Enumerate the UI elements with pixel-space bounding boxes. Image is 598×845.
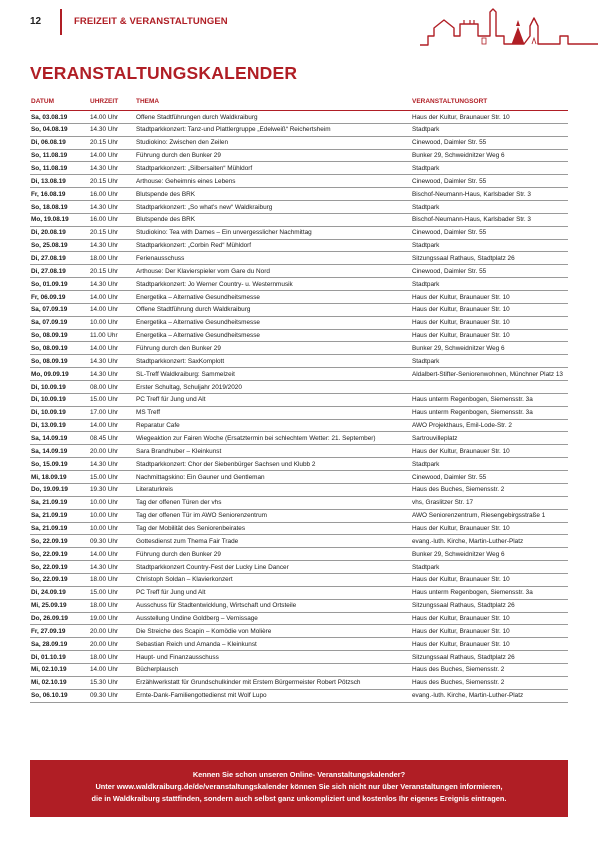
event-place: Haus der Kultur, Braunauer Str. 10 [412,293,510,301]
event-topic: Ausschuss für Stadtentwicklung, Wirtschaft und Ortsteile [136,602,297,610]
event-date: Di, 10.09.19 [31,409,66,417]
event-date: So, 04.08.19 [31,126,68,134]
event-date: So, 11.08.19 [31,152,68,160]
event-date: Mi, 25.09.19 [31,602,67,610]
event-place: Cinewood, Daimler Str. 55 [412,177,487,185]
event-time: 20.00 Uhr [90,447,119,455]
event-topic: Wiegeaktion zur Fairen Woche (Ersatztermin bei schlechtem Wetter: 21. September) [136,434,376,442]
event-date: So, 22.09.19 [31,537,68,545]
event-time: 19.30 Uhr [90,486,119,494]
event-place: Haus der Kultur, Braunauer Str. 10 [412,615,510,623]
column-header-date: DATUM [31,98,54,105]
table-row [30,510,568,523]
event-time: 20.15 Uhr [90,267,119,275]
event-place: Stadtpark [412,164,440,172]
event-topic: Erzählwerkstatt für Grundschulkinder mit Erstem Bürgermeister Robert Pötzsch [136,679,361,687]
event-time: 14.00 Uhr [90,422,119,430]
event-time: 20.00 Uhr [90,640,119,648]
event-topic: Stadtparkkonzert: SaxKomplott [136,357,225,365]
event-date: Di, 06.08.19 [31,139,66,147]
event-place: Haus unterm Regenbogen, Siemensstr. 3a [412,396,533,404]
event-date: Mo, 19.08.19 [31,216,69,224]
event-topic: Die Streiche des Scapin – Komödie von Molière [136,627,272,635]
event-time: 14.30 Uhr [90,460,119,468]
event-time: 14.30 Uhr [90,164,119,172]
table-row [30,638,568,651]
event-place: Haus der Kultur, Braunauer Str. 10 [412,447,510,455]
table-row [30,587,568,600]
event-topic: Tag der Mobilität des Seniorenbeirates [136,525,246,532]
event-date: Sa, 21.09.19 [31,525,68,532]
table-row [30,690,568,703]
event-time: 10.00 Uhr [90,512,119,520]
table-row [30,265,568,278]
event-time: 18.00 Uhr [90,254,119,262]
event-place: AWO Seniorenzentrum, Riesengebirgsstraße 1 [412,512,546,520]
event-time: 19.00 Uhr [90,615,119,623]
table-row [30,214,568,227]
event-time: 14.30 Uhr [90,203,119,211]
event-topic: Blutspende des BRK [136,190,195,198]
event-date: Di, 27.08.19 [31,254,66,262]
event-place: Haus der Kultur, Braunauer Str. 10 [412,640,510,648]
table-row [30,420,568,433]
page-number: 12 [30,16,42,27]
event-time: 08.45 Uhr [90,434,119,442]
event-topic: Führung durch den Bunker 29 [136,550,221,558]
event-date: Mi, 02.10.19 [31,666,67,674]
table-body [30,111,568,703]
event-time: 14.30 Uhr [90,563,119,571]
table-row [30,523,568,536]
event-topic: Christoph Soldan – Klavierkonzert [136,576,233,584]
event-topic: Offene Stadtführungen durch Waldkraiburg [136,113,258,121]
event-time: 20.15 Uhr [90,229,119,237]
table-row [30,368,568,381]
event-place: Haus unterm Regenbogen, Siemensstr. 3a [412,409,533,417]
event-time: 14.30 Uhr [90,126,119,134]
table-row [30,304,568,317]
event-topic: Tag der offenen Türen der vhs [136,499,222,507]
table-row [30,111,568,124]
event-place: Haus des Buches, Siemensstr. 2 [412,486,505,494]
event-date: Sa, 21.09.19 [31,512,68,520]
table-row [30,162,568,175]
table-row [30,278,568,291]
event-time: 14.00 Uhr [90,550,119,558]
event-topic: Stadtparkkonzert: „So what's new“ Waldkraiburg [136,203,273,211]
event-topic: Tag der offenen Tür im AWO Seniorenzentrum [136,512,267,520]
event-topic: Ferienausschuss [136,254,185,262]
event-time: 20.15 Uhr [90,139,119,147]
event-place: Stadtpark [412,280,440,288]
event-topic: Ausstellung Undine Goldberg – Vernissage [136,615,258,623]
city-skyline-icon [420,8,598,48]
event-topic: Arthouse: Geheimnis eines Lebens [136,177,236,185]
event-topic: MS Treff [136,409,161,417]
event-date: Do, 19.09.19 [31,486,68,494]
event-place: Haus der Kultur, Braunauer Str. 10 [412,319,510,327]
event-place: Sitzungssaal Rathaus, Stadtplatz 26 [412,653,515,661]
event-topic: Nachmittagskino: Ein Gauner und Gentleman [136,473,265,481]
event-topic: Stadtparkkonzert: Chor der Siebenbürger Sachsen und Klubb 2 [136,460,316,468]
table-row [30,124,568,137]
page-title: VERANSTALTUNGSKALENDER [30,63,298,83]
table-row [30,625,568,638]
table-row [30,535,568,548]
table-row [30,342,568,355]
event-time: 14.00 Uhr [90,306,119,314]
event-topic: Führung durch den Bunker 29 [136,344,221,352]
event-place: Stadtpark [412,357,440,365]
event-date: So, 06.10.19 [31,692,68,700]
event-time: 16.00 Uhr [90,190,119,198]
event-date: Mo, 09.09.19 [31,370,69,378]
event-topic: Studiokino: Tea with Dames – Ein unvergesslicher Nachmittag [136,229,312,237]
event-topic: Literaturkreis [136,486,173,494]
event-time: 14.00 Uhr [90,152,119,160]
table-row [30,355,568,368]
table-row [30,150,568,163]
event-time: 14.00 Uhr [90,344,119,352]
header-divider [60,9,62,35]
table-row [30,188,568,201]
table-row [30,471,568,484]
event-date: So, 18.08.19 [31,203,68,211]
event-date: Sa, 07.09.19 [31,319,68,327]
event-date: So, 22.09.19 [31,576,68,584]
event-topic: Offene Stadtführung durch Waldkraiburg [136,306,251,314]
table-row [30,458,568,471]
event-topic: Haupt- und Finanzausschuss [136,653,219,661]
event-date: Di, 13.09.19 [31,422,66,430]
event-place: Bunker 29, Schweidnitzer Weg 6 [412,550,505,558]
event-place: Haus der Kultur, Braunauer Str. 10 [412,306,510,314]
event-topic: PC Treff für Jung und Alt [136,589,206,597]
event-place: Stadtpark [412,460,440,468]
table-row [30,394,568,407]
event-date: Fr, 27.09.19 [31,627,66,635]
event-topic: Sebastian Reich und Amanda – Kleinkunst [136,640,257,648]
table-row [30,201,568,214]
event-topic: Energetika – Alternative Gesundheitsmesse [136,319,260,327]
event-date: So, 08.09.19 [31,344,68,352]
event-date: Fr, 16.08.19 [31,190,66,198]
banner-line-2: Unter www.waldkraiburg.de/de/veranstaltungskalender können Sie sich nicht nur über Veranstaltungen informieren, [95,782,503,791]
event-date: Di, 10.09.19 [31,383,66,391]
table-row [30,240,568,253]
event-time: 18.00 Uhr [90,653,119,661]
event-place: Haus der Kultur, Braunauer Str. 10 [412,113,510,121]
event-time: 15.00 Uhr [90,589,119,597]
event-date: Sa, 14.09.19 [31,434,68,442]
event-date: Sa, 28.09.19 [31,640,68,648]
table-row [30,137,568,150]
event-place: Aldalbert-Stifter-Seniorenwohnen, Münchner Platz 13 [412,370,563,378]
table-row [30,381,568,394]
event-place: Cinewood, Daimler Str. 55 [412,267,487,275]
event-place: Haus des Buches, Siemensstr. 2 [412,679,505,687]
event-place: Bischof-Neumann-Haus, Karlsbader Str. 3 [412,190,531,198]
event-date: Di, 13.08.19 [31,177,66,185]
event-date: Mi, 18.09.19 [31,473,67,481]
table-header [30,98,568,111]
event-time: 15.00 Uhr [90,473,119,481]
event-time: 10.00 Uhr [90,499,119,507]
event-place: evang.-luth. Kirche, Martin-Luther-Platz [412,537,524,545]
event-topic: Arthouse: Der Klavierspieler vom Gare du Nord [136,267,270,275]
event-topic: SL-Treff Waldkraiburg: Sammelzeit [136,370,235,378]
table-row [30,497,568,510]
event-topic: Stadtparkkonzert Country-Fest der Lucky Line Dancer [136,563,289,571]
table-row [30,291,568,304]
online-calendar-banner [30,760,568,817]
table-row [30,175,568,188]
event-date: So, 11.08.19 [31,164,68,172]
event-place: Stadtpark [412,126,440,134]
table-row [30,651,568,664]
event-date: So, 25.08.19 [31,242,68,250]
table-row [30,484,568,497]
event-date: Sa, 14.09.19 [31,447,68,455]
event-topic: PC Treff für Jung und Alt [136,396,206,404]
event-time: 15.00 Uhr [90,396,119,404]
event-date: Fr, 06.09.19 [31,293,66,301]
event-time: 14.00 Uhr [90,666,119,674]
event-date: So, 01.09.19 [31,280,68,288]
event-calendar-table [30,98,568,703]
event-time: 17.00 Uhr [90,409,119,417]
event-place: Bunker 29, Schweidnitzer Weg 6 [412,344,505,352]
event-date: Sa, 21.09.19 [31,499,68,507]
banner-line-3: die in Waldkraiburg stattfinden, sondern auch selbst ganz unkompliziert und kostenlos Ihr eigenes Ereignis eintragen. [91,794,507,803]
table-row [30,252,568,265]
section-title: FREIZEIT & VERANSTALTUNGEN [74,16,228,27]
table-row [30,600,568,613]
event-topic: Blutspende des BRK [136,216,195,224]
table-row [30,574,568,587]
event-topic: Erster Schultag, Schuljahr 2019/2020 [136,383,242,391]
event-place: Haus der Kultur, Braunauer Str. 10 [412,627,510,635]
event-date: Sa, 07.09.19 [31,306,68,314]
event-place: Stadtpark [412,203,440,211]
event-place: Bischof-Neumann-Haus, Karlsbader Str. 3 [412,216,531,224]
event-topic: Führung durch den Bunker 29 [136,152,221,160]
event-topic: Bücherplausch [136,666,179,674]
event-time: 10.00 Uhr [90,525,119,532]
event-topic: Stadtparkkonzert: Tanz-und Plattlergruppe „Edelweiß“ Reichertsheim [136,126,331,134]
event-topic: Energetika – Alternative Gesundheitsmesse [136,293,260,301]
event-place: Bunker 29, Schweidnitzer Weg 6 [412,152,505,160]
event-time: 09.30 Uhr [90,537,119,545]
event-place: vhs, Graslitzer Str. 17 [412,499,474,507]
event-time: 14.30 Uhr [90,357,119,365]
table-row [30,664,568,677]
event-topic: Stadtparkkonzert: Jo Werner Country- u. Westernmusik [136,280,293,288]
event-topic: Studiokino: Zwischen den Zeilen [136,139,229,147]
event-topic: Stadtparkkonzert: „Corbin Red“ Mühldorf [136,242,252,250]
event-place: AWO Projekthaus, Emil-Lode-Str. 2 [412,422,512,430]
table-row [30,445,568,458]
event-time: 18.00 Uhr [90,602,119,610]
event-time: 14.00 Uhr [90,113,119,121]
event-topic: Reparatur Cafe [136,422,180,430]
event-time: 18.00 Uhr [90,576,119,584]
event-date: So, 22.09.19 [31,550,68,558]
table-row [30,432,568,445]
event-date: So, 22.09.19 [31,563,68,571]
table-row [30,317,568,330]
event-time: 20.00 Uhr [90,627,119,635]
event-time: 14.30 Uhr [90,242,119,250]
column-header-place: VERANSTALTUNGSORT [412,98,488,105]
event-time: 16.00 Uhr [90,216,119,224]
event-date: Do, 26.09.19 [31,615,68,623]
event-time: 14.00 Uhr [90,293,119,301]
table-row [30,330,568,343]
event-date: So, 08.09.19 [31,357,68,365]
event-place: Stadtpark [412,563,440,571]
event-place: Haus unterm Regenbogen, Siemensstr. 3a [412,589,533,597]
event-place: evang.-luth. Kirche, Martin-Luther-Platz [412,692,524,700]
event-date: Di, 20.08.19 [31,229,66,237]
event-time: 11.00 Uhr [90,332,118,340]
event-topic: Sara Brandhuber – Kleinkunst [136,447,222,455]
event-time: 14.30 Uhr [90,370,119,378]
event-date: Mi, 02.10.19 [31,679,67,687]
table-row [30,407,568,420]
column-header-time: UHRZEIT [90,98,119,105]
event-date: Di, 24.09.19 [31,589,66,597]
column-header-topic: THEMA [136,98,160,105]
event-place: Haus der Kultur, Braunauer Str. 10 [412,525,510,532]
event-topic: Ernte-Dank-Familiengottedienst mit Wolf Lupo [136,692,267,700]
event-place: Haus der Kultur, Braunauer Str. 10 [412,332,510,340]
table-row [30,561,568,574]
event-time: 14.30 Uhr [90,280,119,288]
event-place: Sartrouvilleplatz [412,434,458,442]
page-header [0,0,598,44]
event-date: Di, 01.10.19 [31,653,66,661]
table-row [30,613,568,626]
event-place: Cinewood, Daimler Str. 55 [412,139,487,147]
event-date: Di, 10.09.19 [31,396,66,404]
table-row [30,548,568,561]
event-time: 09.30 Uhr [90,692,119,700]
table-row [30,227,568,240]
event-place: Haus des Buches, Siemensstr. 2 [412,666,505,674]
event-place: Sitzungssaal Rathaus, Stadtplatz 26 [412,254,515,262]
event-date: Di, 27.08.19 [31,267,66,275]
event-place: Cinewood, Daimler Str. 55 [412,473,487,481]
event-date: So, 15.09.19 [31,460,68,468]
event-place: Cinewood, Daimler Str. 55 [412,229,487,237]
event-topic: Gottesdienst zum Thema Fair Trade [136,537,239,545]
event-place: Sitzungssaal Rathaus, Stadtplatz 26 [412,602,515,610]
banner-line-1: Kennen Sie schon unseren Online- Veranstaltungskalender? [192,770,406,779]
event-date: So, 08.09.19 [31,332,68,340]
table-row [30,677,568,690]
event-time: 10.00 Uhr [90,319,119,327]
event-time: 08.00 Uhr [90,383,119,391]
event-topic: Stadtparkkonzert: „Silbersaiten“ Mühldorf [136,164,253,172]
event-time: 20.15 Uhr [90,177,119,185]
event-place: Stadtpark [412,242,440,250]
event-date: Sa, 03.08.19 [31,113,68,121]
event-topic: Energetika – Alternative Gesundheitsmesse [136,332,260,340]
event-place: Haus der Kultur, Braunauer Str. 10 [412,576,510,584]
event-time: 15.30 Uhr [90,679,119,687]
